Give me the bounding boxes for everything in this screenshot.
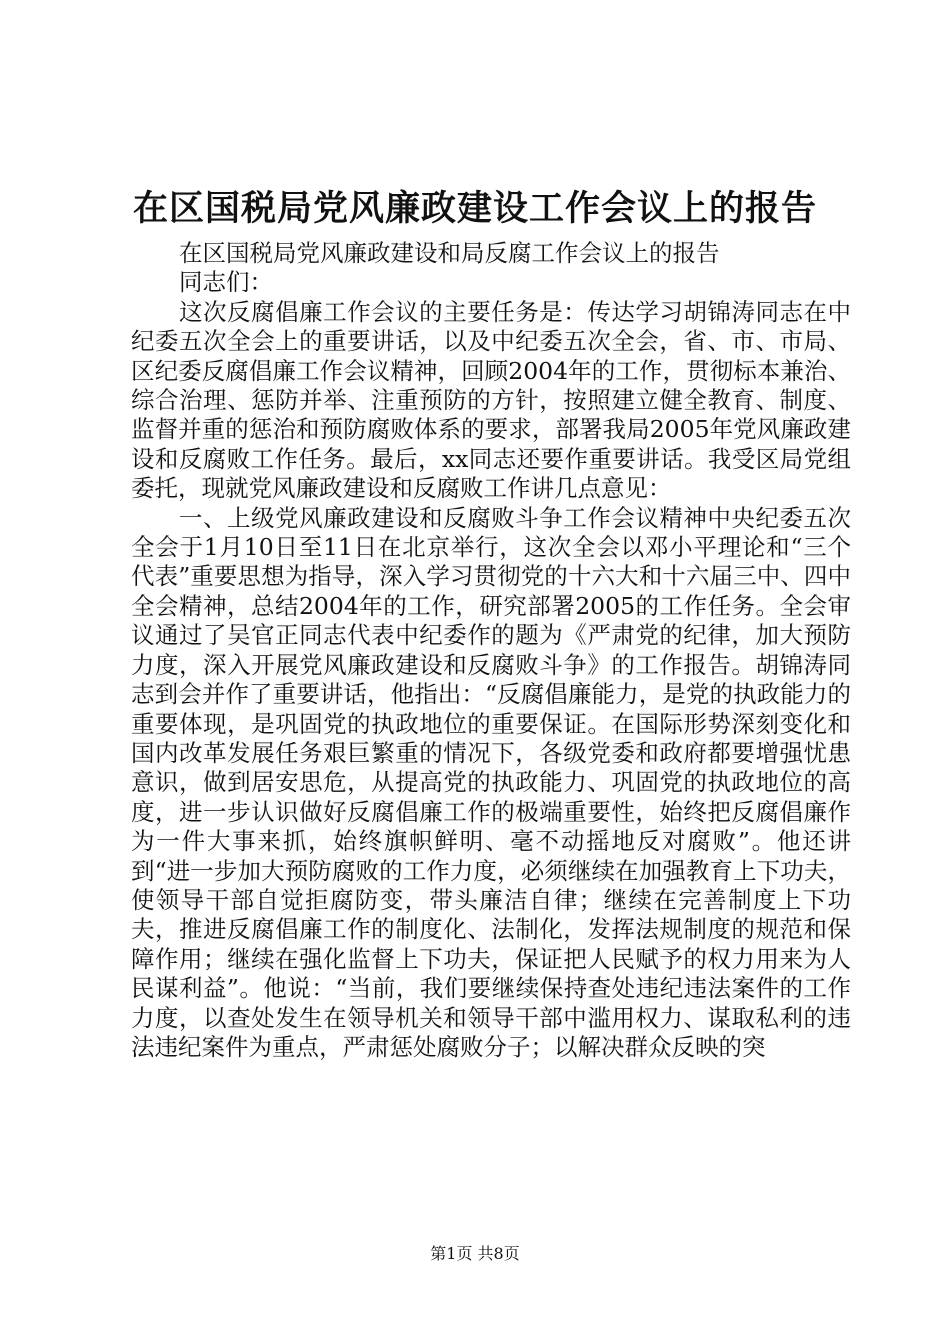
document-body [131, 239, 851, 1062]
salutation-paragraph: 同志们： [179, 268, 273, 297]
body-paragraph: 一、上级党风廉政建设和反腐败斗争工作会议精神中央纪委五次全会于1月10日至11日在北京举行，这次全会以邓小平理论和“三个代表”重要思想为指导，深入学习贯彻党的十六大和十六届三中、四中全会精神，总结2004年的工作，研究部署2005的工作任务。全会审议通过了吴官正同志代表中纪委作的题为《严肃党的纪律，加大预防力度，深入开展党风廉政建设和反腐败斗争》的工作报告。胡锦涛同志到会并作了重要讲话，他指出：“反腐倡廉能力，是党的执政能力的重要体现，是巩固党的执政地位的重要保证。在国际形势深刻变化和国内改革发展任务艰巨繁重的情况下，各级党委和政府都要增强忧患意识，做到居安思危，从提高党的执政能力、巩固党的执政地位的高度，进一步认识做好反腐倡廉工作的极端重要性，始终把反腐倡廉作为一件大事来抓，始终旗帜鲜明、毫不动摇地反对腐败”。他还讲到“进一步加大预防腐败的工作力度，必须继续在加强教育上下功夫，使领导干部自觉拒腐防变，带头廉洁自律；继续在完善制度上下功夫，推进反腐倡廉工作的制度化、法制化，发挥法规制度的规范和保障作用；继续在强化监督上下功夫，保证把人民赋予的权力用来为人民谋利益”。他说：“当前，我们要继续保持查处违纪违法案件的工作力度，以查处发生在领导机关和领导干部中滥用权力、谋取私利的违法违纪案件为重点，严肃惩处腐败分子；以解决群众反映的突 [131, 503, 851, 1061]
page-number-footer: 第1页 共8页 [430, 1244, 520, 1263]
subtitle-paragraph: 在区国税局党风廉政建设和局反腐工作会议上的报告 [179, 239, 720, 267]
document-title: 在区国税局党风廉政建设工作会议上的报告 [132, 188, 817, 229]
body-paragraph: 这次反腐倡廉工作会议的主要任务是：传达学习胡锦涛同志在中纪委五次全会上的重要讲话，以及中纪委五次全会，省、市、市局、区纪委反腐倡廉工作会议精神，回顾2004年的工作，贯彻标本兼治、综合治理、惩防并举、注重预防的方针，按照建立健全教育、制度、监督并重的惩治和预防腐败体系的要求，部署我局2005年党风廉政建设和反腐败工作任务。最后，xx同志还要作重要讲话。我受区局党组委托，现就党风廉政建设和反腐败工作讲几点意见： [131, 297, 851, 503]
